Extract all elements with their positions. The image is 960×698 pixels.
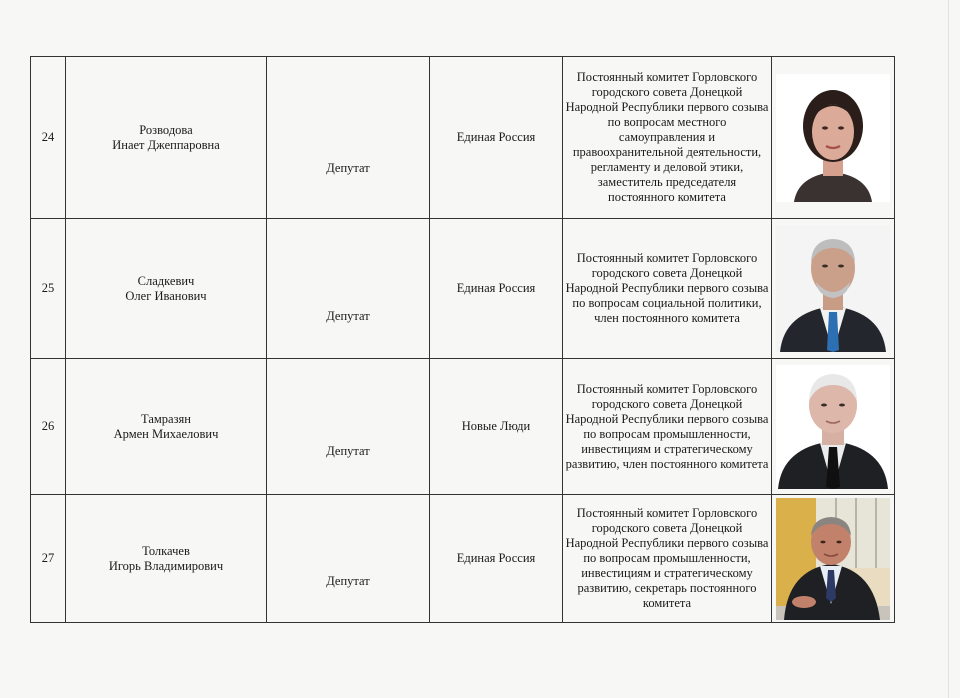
deputy-party: Единая Россия	[456, 551, 536, 565]
deputy-name-cell	[66, 495, 267, 623]
deputy-photo	[776, 498, 890, 620]
committee-cell	[563, 219, 772, 359]
deputy-role: Депутат	[326, 309, 370, 323]
photo-cell	[772, 359, 895, 495]
deputies-table	[30, 56, 895, 623]
deputy-photo	[776, 226, 890, 352]
committee-text: Постоянный комитет Горловского городского совета Донецкой Народной Республики первого созыва по вопросам местного самоуправления и правоохранительной деятельности, регламенту и деловой этики, заместитель председателя постоянного комитета	[565, 70, 769, 204]
deputy-party: Единая Россия	[456, 281, 536, 295]
portrait-man-image	[776, 226, 890, 352]
deputy-role-cell	[267, 219, 430, 359]
deputy-role: Депутат	[326, 444, 370, 458]
deputy-role: Депутат	[326, 161, 370, 175]
committee-text: Постоянный комитет Горловского городского совета Донецкой Народной Республики первого созыва по вопросам промышленности, инвестициям и стратегическому развитию, член постоянного комитета	[565, 381, 769, 471]
row-number: 25	[31, 219, 66, 359]
deputy-party-cell	[430, 57, 563, 219]
deputy-photo	[776, 74, 890, 202]
photo-cell	[772, 219, 895, 359]
deputy-given-name: Инает Джеппаровна	[112, 137, 220, 152]
row-number: 24	[31, 57, 66, 219]
portrait-woman-image	[776, 74, 890, 202]
committee-cell	[563, 495, 772, 623]
committee-cell	[563, 359, 772, 495]
portrait-man-office-image	[776, 498, 890, 620]
photo-cell	[772, 57, 895, 219]
deputy-name-cell	[66, 219, 267, 359]
photo-cell	[772, 495, 895, 623]
row-number: 26	[31, 359, 66, 495]
deputy-role-cell	[267, 57, 430, 219]
table-row	[31, 219, 895, 359]
deputy-name-cell	[66, 57, 267, 219]
deputy-role-cell	[267, 359, 430, 495]
committee-cell	[563, 57, 772, 219]
deputy-surname: Тамразян	[141, 411, 191, 426]
deputy-party: Новые Люди	[461, 419, 531, 433]
deputy-role: Депутат	[326, 574, 370, 588]
page-edge	[948, 0, 949, 698]
deputy-party-cell	[430, 359, 563, 495]
deputy-name-cell	[66, 359, 267, 495]
table-row	[31, 57, 895, 219]
deputy-given-name: Олег Иванович	[125, 288, 207, 303]
deputy-role-cell	[267, 495, 430, 623]
deputy-party: Единая Россия	[456, 130, 536, 144]
committee-text: Постоянный комитет Горловского городского совета Донецкой Народной Республики первого созыва по вопросам промышленности, инвестициям и стратегическому развитию, секретарь постоянного комитета	[565, 506, 769, 610]
deputy-given-name: Игорь Владимирович	[108, 558, 224, 573]
deputy-party-cell	[430, 495, 563, 623]
deputy-photo	[776, 365, 890, 489]
deputy-surname: Толкачев	[142, 543, 190, 558]
row-number: 27	[31, 495, 66, 623]
committee-text: Постоянный комитет Горловского городского совета Донецкой Народной Республики первого созыва по вопросам социальной политики, член постоянного комитета	[565, 251, 769, 325]
deputy-given-name: Армен Михаелович	[113, 426, 219, 441]
portrait-man-image	[776, 365, 890, 489]
deputy-surname: Сладкевич	[137, 273, 195, 288]
deputy-party-cell	[430, 219, 563, 359]
deputy-surname: Розводова	[139, 122, 193, 137]
table-row	[31, 495, 895, 623]
table-row	[31, 359, 895, 495]
